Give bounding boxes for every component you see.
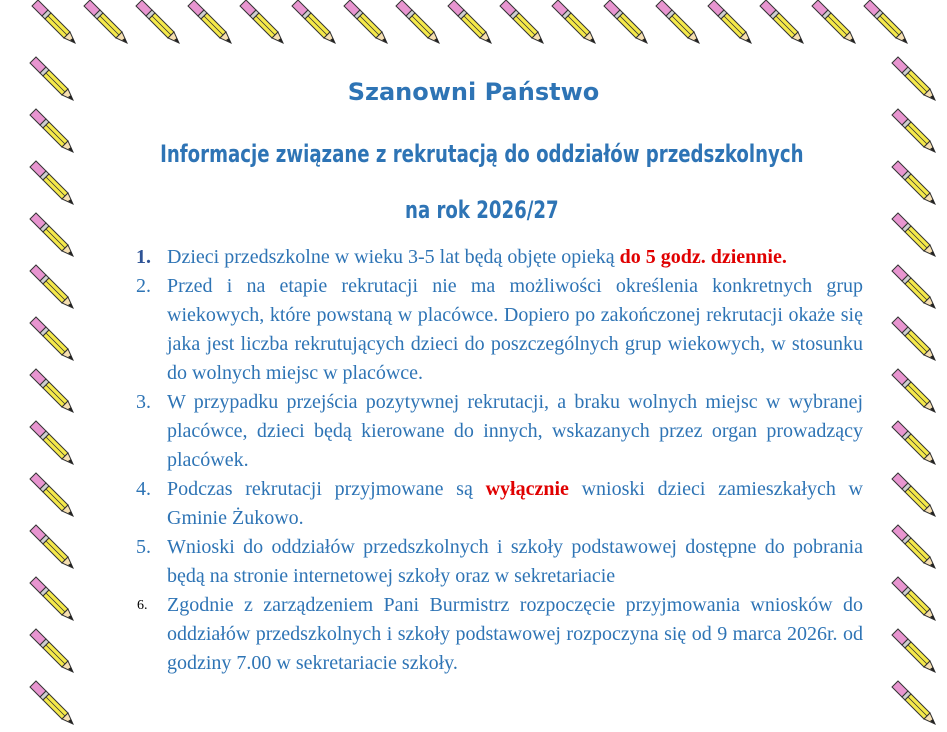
title-line-1: Informacje związane z rekrutacją do oddziałów przedszkolnych: [160, 140, 804, 168]
list-item: [133, 533, 863, 591]
pencil-icon: [604, 0, 647, 43]
item-number: 5.: [136, 536, 151, 558]
pencil-icon: [30, 629, 73, 672]
list-item: [133, 591, 863, 678]
pencil-icon: [30, 109, 73, 152]
pencil-icon: [892, 213, 935, 256]
pencil-icon: [892, 525, 935, 568]
pencil-icon: [30, 213, 73, 256]
pencil-icon: [292, 0, 335, 43]
pencil-icon: [892, 161, 935, 204]
pencil-icon: [448, 0, 491, 43]
pencil-icon: [30, 681, 73, 724]
item-text: Dzieci przedszkolne w wieku 3-5 lat będą objęte opieką: [167, 246, 620, 268]
item-number: 1.: [136, 246, 151, 268]
pencil-icon: [892, 421, 935, 464]
pencil-icon: [812, 0, 855, 43]
pencil-icon: [892, 369, 935, 412]
pencil-icon: [656, 0, 699, 43]
pencil-icon: [892, 681, 935, 724]
item-highlight: do 5 godz. dziennie.: [619, 246, 787, 268]
pencil-icon: [892, 629, 935, 672]
item-text: Zgodnie z zarządzeniem Pani Burmistrz rozpoczęcie przyjmowania wniosków do oddziałów przedszkolnych i szkoły podstawowej rozpoczyna się od 9 marca 2026r. od godziny 7.00 w sekretariacie szkoły.: [167, 594, 863, 674]
pencil-icon: [32, 0, 75, 43]
item-number: 4.: [136, 478, 151, 500]
pencil-icon: [892, 317, 935, 360]
item-text: W przypadku przejścia pozytywnej rekrutacji, a braku wolnych miejsc w wybranej placówce, dzieci będą kierowane do innych, wskazanych przez organ prowadzący placówek.: [167, 391, 863, 471]
pencil-icon: [892, 577, 935, 620]
pencil-icon: [30, 525, 73, 568]
pencil-icon: [30, 473, 73, 516]
title-line-2: na rok 2026/27: [405, 196, 559, 224]
pencil-icon: [344, 0, 387, 43]
pencil-icon: [136, 0, 179, 43]
pencil-icon: [30, 161, 73, 204]
info-list: [133, 243, 863, 678]
pencil-icon: [552, 0, 595, 43]
pencil-icon: [30, 317, 73, 360]
item-number: 2.: [136, 275, 151, 297]
pencil-icon: [84, 0, 127, 43]
pencil-icon: [30, 265, 73, 308]
list-item: [133, 388, 863, 475]
pencil-icon: [500, 0, 543, 43]
item-text: Podczas rekrutacji przyjmowane są: [167, 478, 486, 500]
pencil-icon: [892, 473, 935, 516]
pencil-icon: [708, 0, 751, 43]
pencil-icon: [188, 0, 231, 43]
pencil-icon: [892, 109, 935, 152]
item-text-after: wnioski dzieci zamieszkałych w Gminie Żukowo.: [167, 478, 863, 529]
pencil-icon: [30, 577, 73, 620]
pencil-icon: [30, 369, 73, 412]
pencil-icon: [30, 421, 73, 464]
greeting-heading: Szanowni Państwo: [347, 78, 600, 106]
item-text: Wnioski do oddziałów przedszkolnych i szkoły podstawowej dostępne do pobrania będą na stronie internetowej szkoły oraz w sekretariacie: [167, 536, 863, 587]
item-number: 3.: [136, 391, 151, 413]
pencil-icon: [864, 0, 907, 43]
pencil-icon: [760, 0, 803, 43]
item-text: Przed i na etapie rekrutacji nie ma możliwości określenia konkretnych grup wiekowych, które powstaną w placówce. Dopiero po zakończonej rekrutacji okaże się jaka jest liczba rekrutujących dzieci do poszczególnych grup wiekowych, w stosunku do wolnych miejsc w placówce.: [167, 275, 863, 384]
list-item: [133, 243, 863, 272]
pencil-icon: [240, 0, 283, 43]
pencil-icon: [396, 0, 439, 43]
list-item: [133, 475, 863, 533]
item-number: 6.: [137, 598, 148, 613]
pencil-icon: [892, 265, 935, 308]
item-highlight: wyłącznie: [485, 478, 569, 500]
list-item: [133, 272, 863, 388]
